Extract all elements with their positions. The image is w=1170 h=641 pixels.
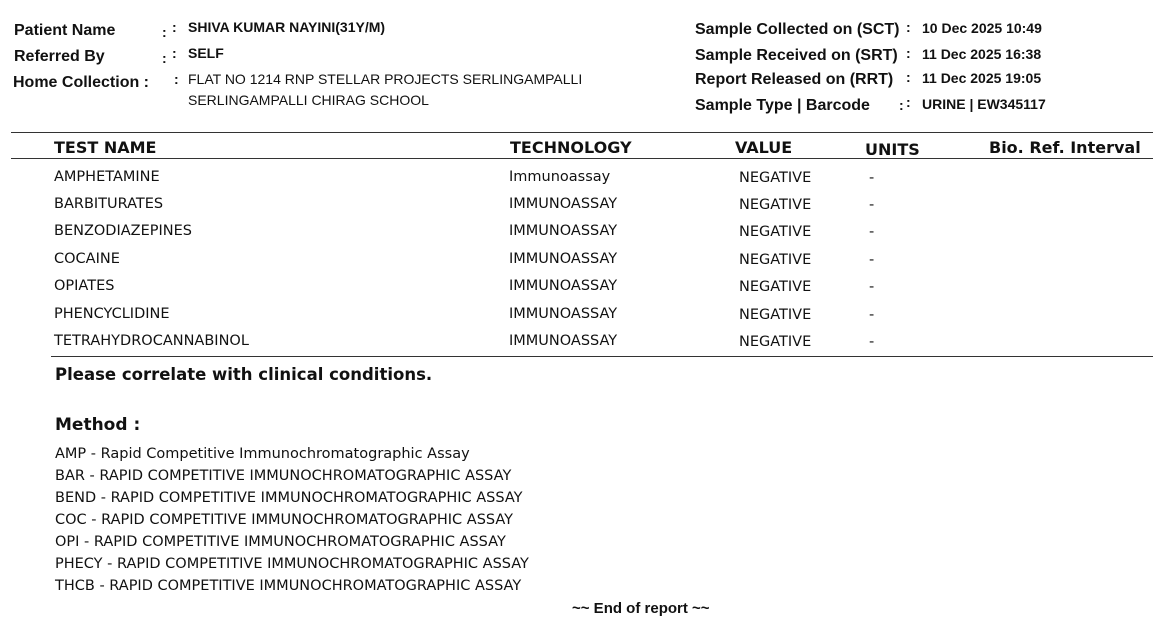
test-name-cell: PHENCYCLIDINE: [54, 306, 170, 322]
col-units: UNITS: [865, 140, 920, 159]
technology-cell: IMMUNOASSAY: [509, 196, 618, 212]
col-test-name: TEST NAME: [54, 138, 157, 157]
method-line: BEND - RAPID COMPETITIVE IMMUNOCHROMATOGRAPHIC ASSAY: [55, 490, 523, 506]
header-divider-top: [11, 132, 1153, 133]
test-name-cell: OPIATES: [54, 278, 115, 294]
method-line: PHECY - RAPID COMPETITIVE IMMUNOCHROMATOGRAPHIC ASSAY: [55, 556, 529, 572]
patient-name-colon-2: :: [172, 19, 177, 35]
patient-name-label: Patient Name: [14, 22, 116, 39]
value-cell: NEGATIVE: [739, 224, 812, 240]
col-value: VALUE: [735, 138, 793, 157]
technology-cell: IMMUNOASSAY: [509, 333, 618, 349]
home-collection-value-line1: FLAT NO 1214 RNP STELLAR PROJECTS SERLINGAMPALLI: [188, 71, 583, 87]
end-of-report: ~~ End of report ~~: [572, 600, 710, 617]
table-row: [0, 223, 1170, 250]
home-collection-label: Home Collection :: [13, 74, 150, 91]
units-cell: -: [869, 252, 875, 268]
clinical-note: Please correlate with clinical conditions.: [55, 365, 433, 384]
referred-by-value: SELF: [188, 45, 224, 61]
method-title: Method :: [55, 415, 141, 435]
value-cell: NEGATIVE: [739, 307, 812, 323]
units-cell: -: [869, 224, 875, 240]
value-cell: NEGATIVE: [739, 170, 812, 186]
technology-cell: IMMUNOASSAY: [509, 306, 618, 322]
units-cell: -: [869, 279, 875, 295]
test-name-cell: BARBITURATES: [54, 196, 164, 212]
referred-by-colon: :: [162, 50, 167, 66]
units-cell: -: [869, 197, 875, 213]
col-bio-ref: Bio. Ref. Interval: [989, 138, 1141, 157]
report-released-colon: :: [906, 69, 911, 85]
test-name-cell: BENZODIAZEPINES: [54, 223, 192, 239]
patient-name-colon: :: [162, 24, 167, 40]
sample-received-colon: :: [906, 45, 911, 61]
sample-type-label: Sample Type | Barcode: [695, 97, 870, 114]
sample-received-value: 11 Dec 2025 16:38: [922, 46, 1042, 62]
test-name-cell: COCAINE: [54, 251, 120, 267]
table-row: [0, 196, 1170, 223]
sample-type-value: URINE | EW345117: [922, 96, 1046, 112]
patient-name-value: SHIVA KUMAR NAYINI(31Y/M): [188, 19, 386, 35]
table-row: [0, 169, 1170, 196]
table-row: [0, 251, 1170, 278]
sample-received-label: Sample Received on (SRT): [695, 47, 898, 64]
method-line: OPI - RAPID COMPETITIVE IMMUNOCHROMATOGRAPHIC ASSAY: [55, 534, 506, 550]
table-row: [0, 333, 1170, 360]
test-name-cell: TETRAHYDROCANNABINOL: [54, 333, 249, 349]
table-row: [0, 306, 1170, 333]
sample-type-colon: :: [899, 97, 904, 113]
header-divider-bottom: [11, 158, 1153, 159]
sample-collected-value: 10 Dec 2025 10:49: [922, 20, 1042, 36]
technology-cell: IMMUNOASSAY: [509, 251, 618, 267]
value-cell: NEGATIVE: [739, 334, 812, 350]
referred-by-colon-2: :: [172, 45, 177, 61]
referred-by-label: Referred By: [14, 48, 105, 65]
technology-cell: IMMUNOASSAY: [509, 278, 618, 294]
sample-collected-label: Sample Collected on (SCT): [695, 21, 900, 38]
home-collection-colon: :: [174, 71, 179, 87]
report-released-value: 11 Dec 2025 19:05: [922, 70, 1042, 86]
technology-cell: IMMUNOASSAY: [509, 223, 618, 239]
technology-cell: Immunoassay: [509, 169, 611, 185]
value-cell: NEGATIVE: [739, 279, 812, 295]
units-cell: -: [869, 334, 875, 350]
sample-collected-colon: :: [906, 19, 911, 35]
report-released-label: Report Released on (RRT): [695, 71, 894, 88]
table-row: [0, 278, 1170, 305]
method-line: THCB - RAPID COMPETITIVE IMMUNOCHROMATOGRAPHIC ASSAY: [55, 578, 522, 594]
units-cell: -: [869, 170, 875, 186]
value-cell: NEGATIVE: [739, 252, 812, 268]
method-line: COC - RAPID COMPETITIVE IMMUNOCHROMATOGRAPHIC ASSAY: [55, 512, 514, 528]
method-line: AMP - Rapid Competitive Immunochromatographic Assay: [55, 446, 470, 462]
value-cell: NEGATIVE: [739, 197, 812, 213]
home-collection-value-line2: SERLINGAMPALLI CHIRAG SCHOOL: [188, 92, 429, 108]
col-technology: TECHNOLOGY: [510, 138, 632, 157]
test-name-cell: AMPHETAMINE: [54, 169, 160, 185]
sample-type-colon-2: :: [906, 94, 911, 110]
units-cell: -: [869, 307, 875, 323]
method-line: BAR - RAPID COMPETITIVE IMMUNOCHROMATOGRAPHIC ASSAY: [55, 468, 512, 484]
